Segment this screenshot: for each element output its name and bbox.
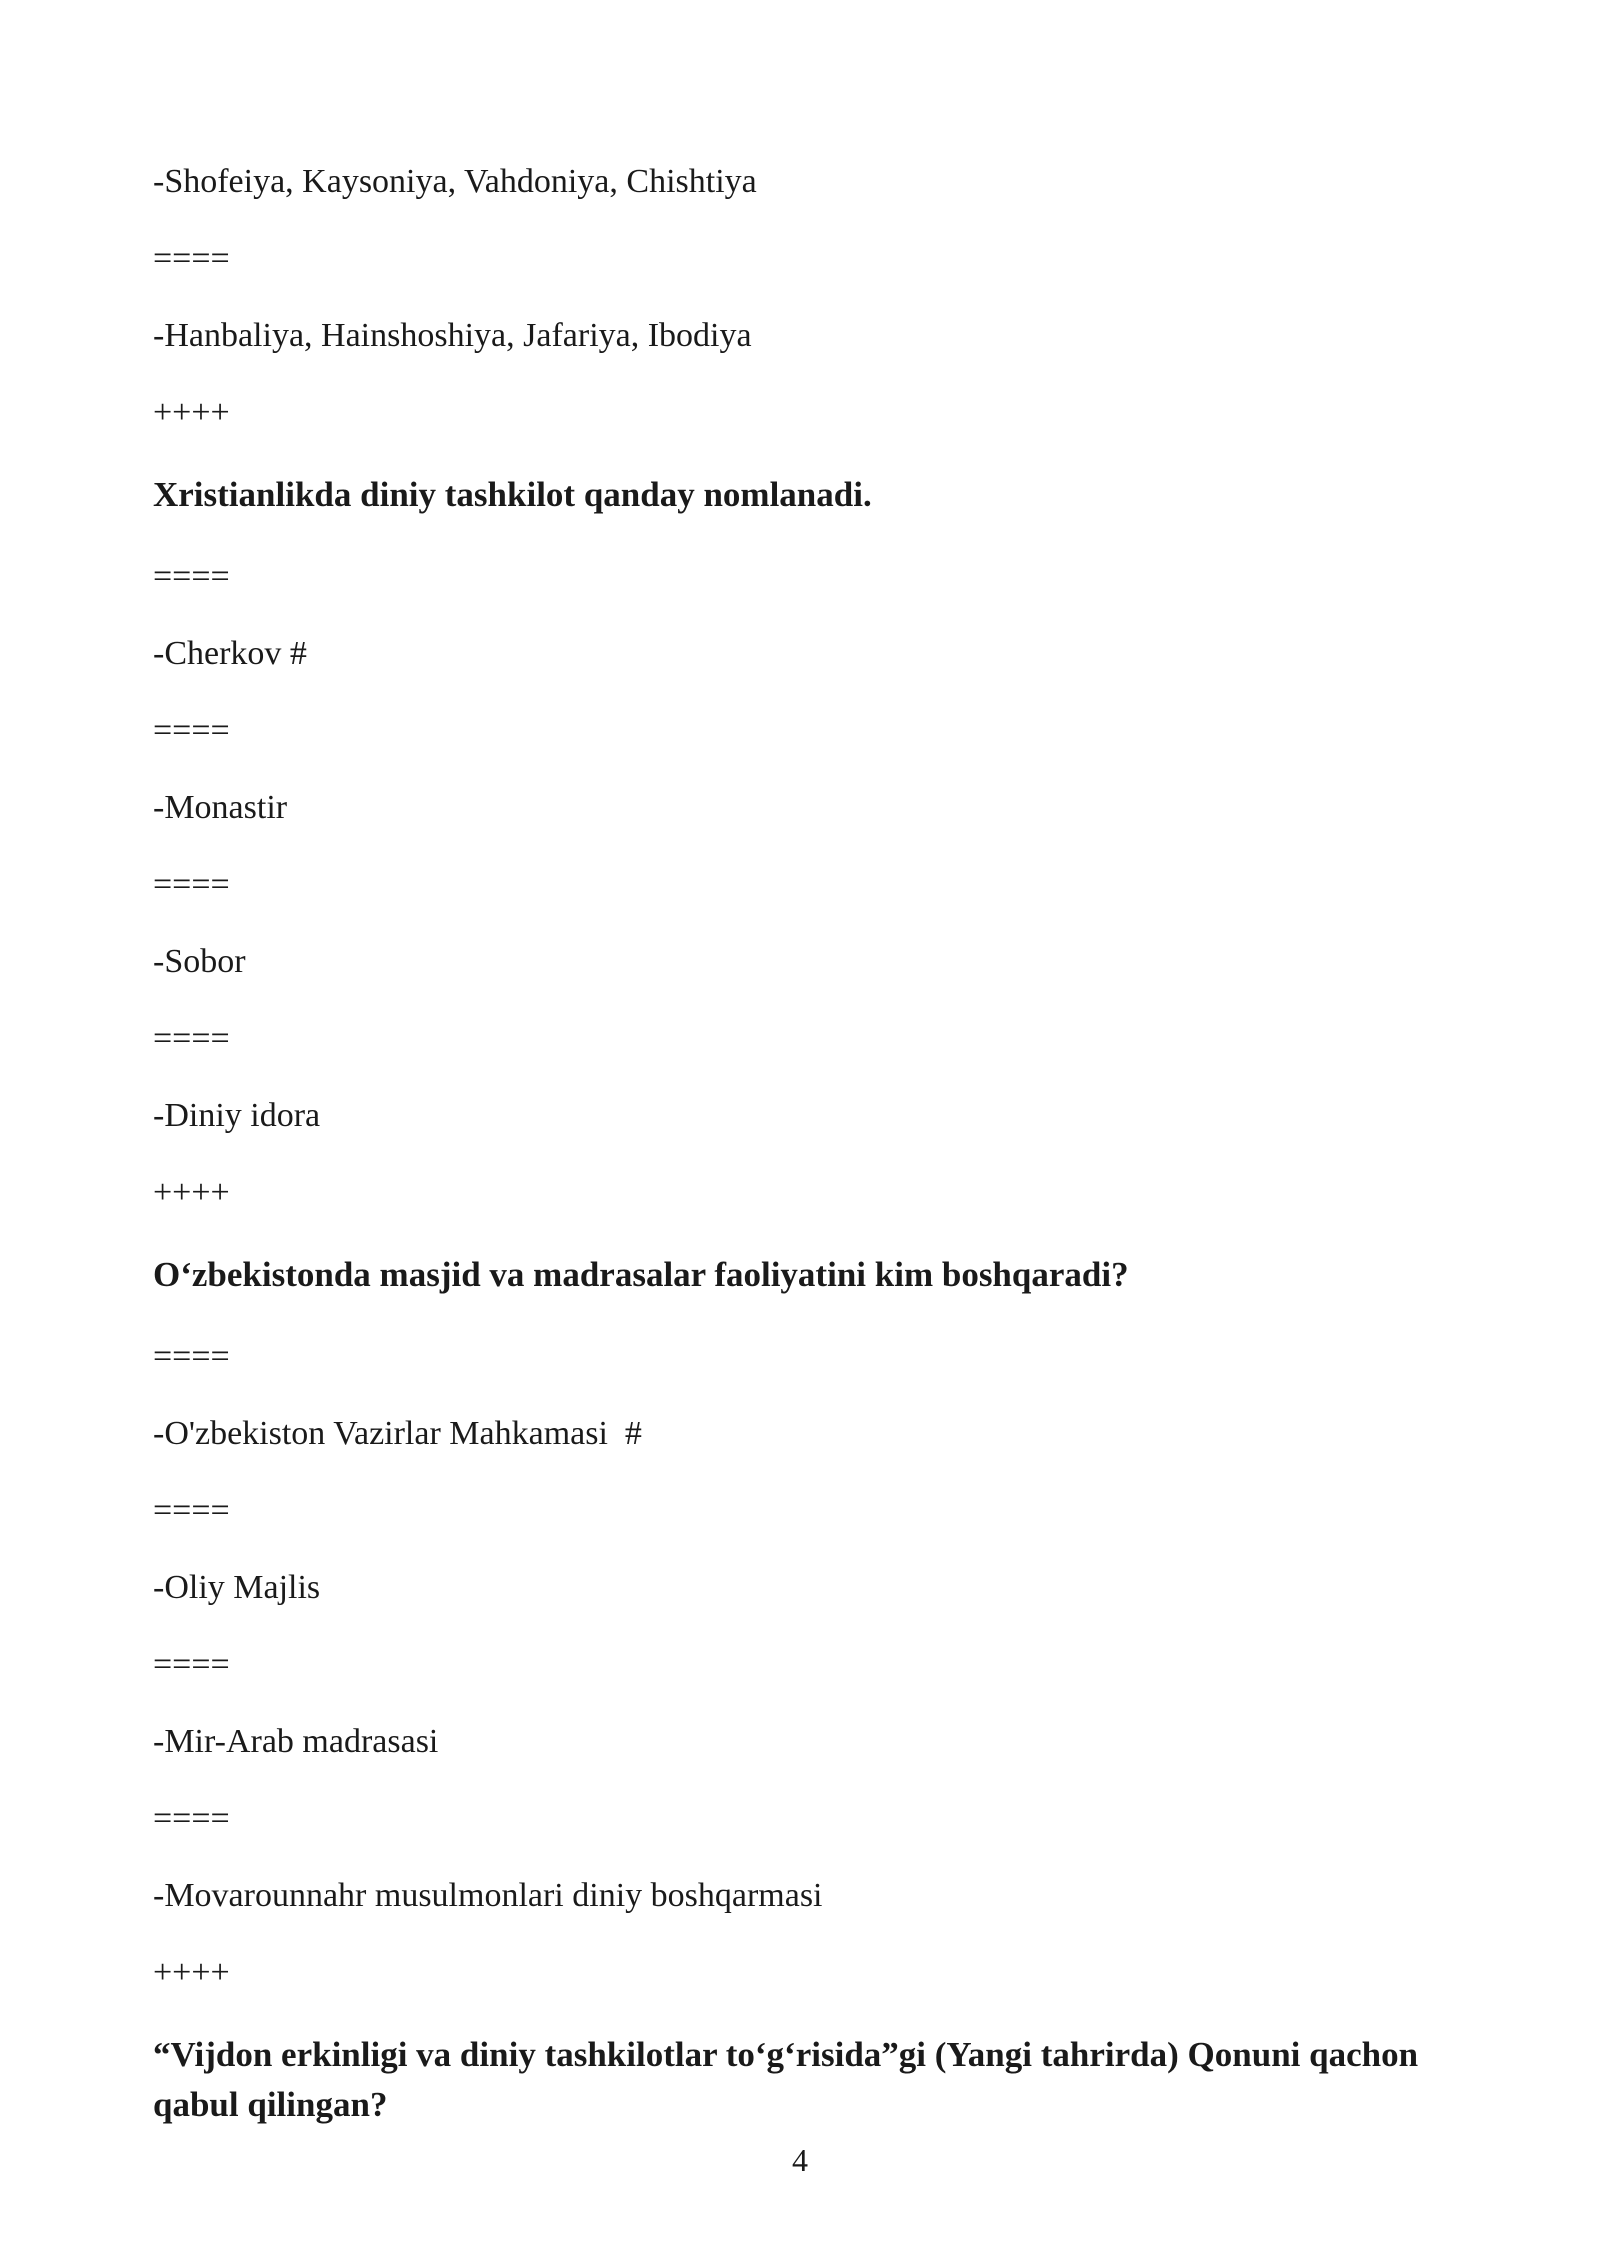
page-number: 4 xyxy=(792,2142,808,2178)
separator: ==== xyxy=(153,1492,230,1529)
separator: ==== xyxy=(153,558,230,595)
separator: ==== xyxy=(153,1338,230,1375)
answer-option: -Oliy Majlis xyxy=(153,1569,321,1606)
separator: ==== xyxy=(153,1800,230,1837)
answer-option: -Cherkov # xyxy=(153,635,307,672)
question-separator: ++++ xyxy=(153,1174,230,1211)
separator: ==== xyxy=(153,866,230,903)
answer-option: -Mir-Arab madrasasi xyxy=(153,1723,439,1760)
question-text: “Vijdon erkinligi va diniy tashkilotlar to‘g‘risida”gi (Yangi tahrirda) Qonuni qachon qabul qilingan? xyxy=(153,2035,1427,2124)
separator: ==== xyxy=(153,1020,230,1057)
question-text: O‘zbekistonda masjid va madrasalar faoliyatini kim boshqaradi? xyxy=(153,1255,1129,1294)
page-content xyxy=(153,162,1453,2167)
question-text: Xristianlikda diniy tashkilot qanday nomlanadi. xyxy=(153,475,872,514)
separator: ==== xyxy=(153,240,230,277)
separator: ==== xyxy=(153,1646,230,1683)
answer-option: -Hanbaliya, Hainshoshiya, Jafariya, Ibodiya xyxy=(153,317,752,354)
answer-option: -Monastir xyxy=(153,789,288,826)
answer-option: -Movarounnahr musulmonlari diniy boshqarmasi xyxy=(153,1877,823,1914)
answer-option: -O'zbekiston Vazirlar Mahkamasi # xyxy=(153,1415,642,1452)
answer-option: -Diniy idora xyxy=(153,1097,321,1134)
question-separator: ++++ xyxy=(153,394,230,431)
separator: ==== xyxy=(153,712,230,749)
question-separator: ++++ xyxy=(153,1954,230,1991)
answer-option: -Sobor xyxy=(153,943,246,980)
answer-option: -Shofeiya, Kaysoniya, Vahdoniya, Chishtiya xyxy=(153,163,757,200)
